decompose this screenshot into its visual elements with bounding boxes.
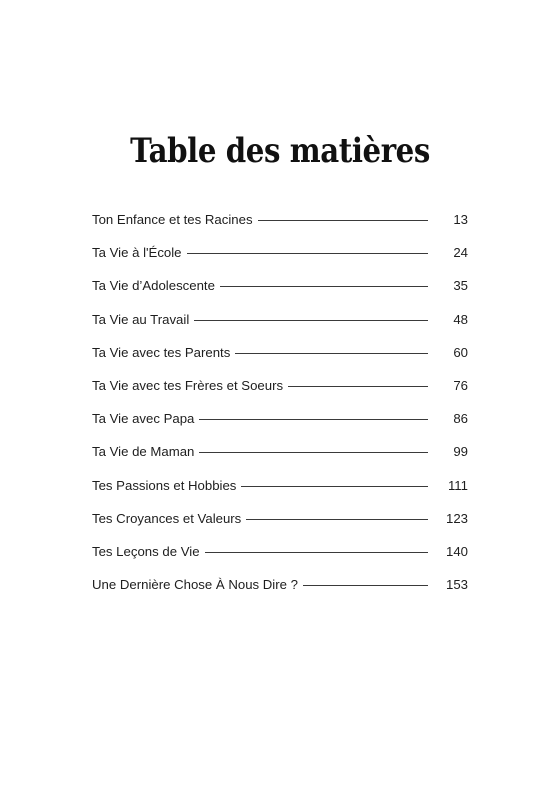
toc-entry-page: 153 (445, 577, 468, 593)
toc-entry (92, 269, 468, 302)
toc-entry-page: 76 (453, 378, 468, 394)
page-title: Table des matières (130, 130, 430, 171)
toc-leader-line (288, 386, 428, 387)
toc-entry-label: Ta Vie au Travail (92, 311, 190, 327)
toc-entry-page: 48 (453, 311, 468, 327)
toc-entry (92, 535, 468, 568)
toc-entry-label: Tes Passions et Hobbies (92, 477, 237, 493)
toc-entry (92, 369, 468, 402)
toc-entry-label: Ta Vie avec tes Parents (92, 344, 231, 360)
toc-entry-label: Tes Leçons de Vie (92, 543, 200, 559)
toc-entry-page: 86 (453, 411, 468, 427)
toc-leader-line (199, 419, 428, 420)
toc-entry-label: Ta Vie d’Adolescente (92, 278, 215, 294)
toc-entry-page: 35 (453, 278, 468, 294)
toc-entry-label: Ton Enfance et tes Racines (92, 212, 253, 228)
toc-entry (92, 236, 468, 269)
toc-entry-page: 99 (453, 444, 468, 460)
toc-entry-label: Ta Vie à l'École (92, 245, 182, 261)
toc-leader-line (235, 353, 428, 354)
toc-leader-line (220, 286, 428, 287)
toc-leader-line (194, 320, 428, 321)
toc-entry (92, 336, 468, 369)
toc-entry-page: 123 (445, 510, 468, 526)
toc-entry-label: Tes Croyances et Valeurs (92, 510, 242, 526)
toc-entry-page: 140 (445, 543, 468, 559)
toc-leader-line (199, 452, 428, 453)
toc-entry (92, 502, 468, 535)
toc-entry-label: Ta Vie avec Papa (92, 411, 195, 427)
toc-leader-line (241, 486, 428, 487)
toc-entry (92, 469, 468, 502)
toc-entry (92, 402, 468, 435)
toc-entry-page: 13 (453, 212, 468, 228)
toc-entry (92, 568, 468, 601)
toc-entry-page: 60 (453, 344, 468, 360)
toc-entry-label: Une Dernière Chose À Nous Dire ? (92, 577, 298, 593)
toc-entry-page: 111 (447, 477, 468, 493)
toc-leader-line (187, 253, 428, 254)
toc-leader-line (205, 552, 428, 553)
toc-entry-page: 24 (453, 245, 468, 261)
toc-entry-label: Ta Vie avec tes Frères et Soeurs (92, 378, 284, 394)
toc-entry-label: Ta Vie de Maman (92, 444, 195, 460)
toc-leader-line (258, 220, 428, 221)
toc-leader-line (303, 585, 428, 586)
table-of-contents (92, 203, 468, 601)
toc-entry (92, 203, 468, 236)
toc-leader-line (246, 519, 428, 520)
toc-entry (92, 435, 468, 468)
toc-entry (92, 303, 468, 336)
